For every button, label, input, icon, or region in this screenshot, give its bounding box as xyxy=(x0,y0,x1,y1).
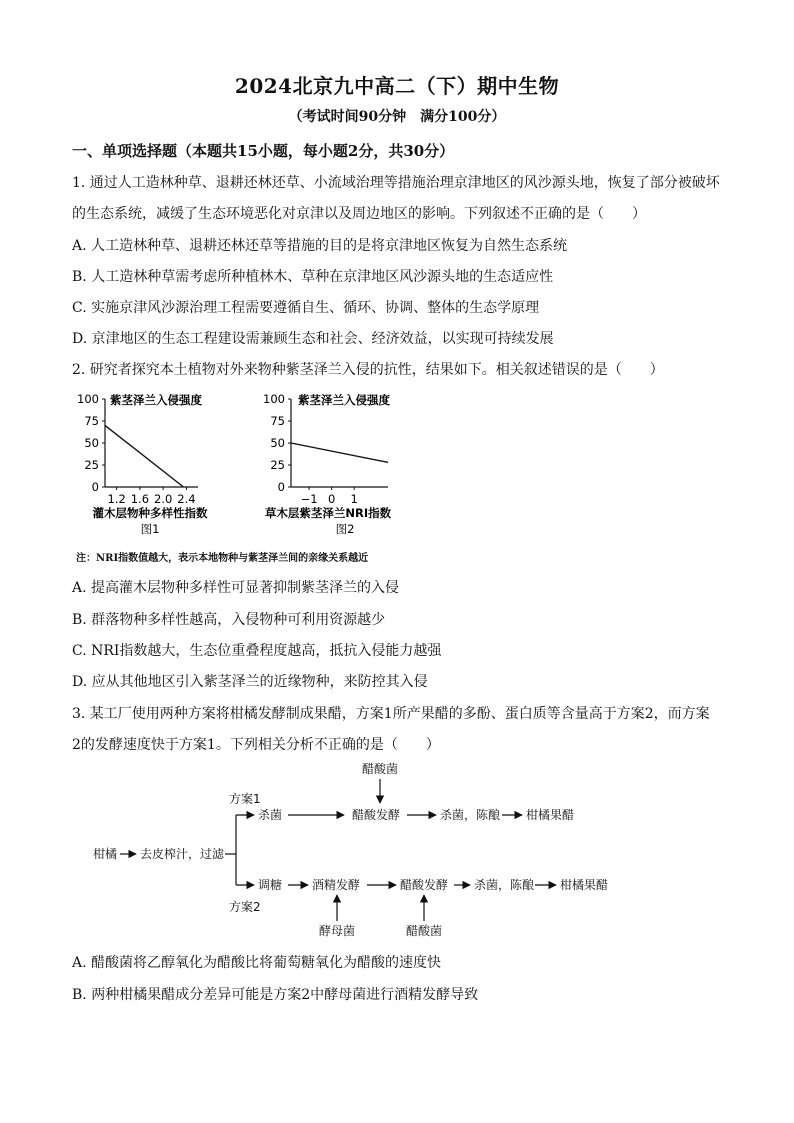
q1-option-c: C. 实施京津风沙源治理工程需要遵循自生、循环、协调、整体的生态学原理 xyxy=(72,300,540,316)
chart2-xtick-label-2: 1 xyxy=(350,492,358,506)
chart2-ytick-label-4: 100 xyxy=(263,392,285,406)
p1-product: 柑橘果醋 xyxy=(526,808,575,822)
chart2-ytick-label-2: 50 xyxy=(270,436,285,450)
chart1-xtick-label-2: 2.0 xyxy=(153,492,173,506)
q2-option-a: A. 提高灌木层物种多样性可显著抑制紫茎泽兰的入侵 xyxy=(72,580,400,596)
page-title: 2024北京九中高二（下）期中生物 xyxy=(234,74,560,98)
p2-acetic-fermentation: 醋酸发酵 xyxy=(400,878,449,892)
q3-stem-line1: 3. 某工厂使用两种方案将柑橘发酵制成果醋，方案1所产果醋的多酚、蛋白质等含量高于方案2，而方案 xyxy=(72,706,710,722)
chart1-xtick-label-1: 1.6 xyxy=(130,492,150,506)
chart2-caption: 图2 xyxy=(335,522,355,536)
plan2-label: 方案2 xyxy=(229,900,261,914)
chart2-ytick-label-1: 25 xyxy=(270,458,285,472)
section-heading: 一、单项选择题（本题共15小题，每小题2分，共30分） xyxy=(72,142,455,160)
chart2-y-ticks xyxy=(263,392,291,494)
chart2-ytick-label-3: 75 xyxy=(270,414,285,428)
q2-option-d: D. 应从其他地区引入紫茎泽兰的近缘物种，来防控其入侵 xyxy=(72,674,428,690)
p1-aging: 杀菌，陈酿 xyxy=(440,808,501,822)
step-juice: 去皮榨汁，过滤 xyxy=(140,847,225,861)
p1-sterilize: 杀菌 xyxy=(258,808,283,822)
chart1-x-ticks xyxy=(107,487,195,506)
q1-stem-line2: 的生态系统，减缓了生态环境恶化对京津以及周边地区的影响。下列叙述不正确的是（ ） xyxy=(72,206,646,222)
q3-flow-diagram xyxy=(0,755,794,945)
p2-product: 柑橘果醋 xyxy=(560,878,609,892)
chart2-series-line xyxy=(291,443,388,462)
q3-stem-line2: 2的发酵速度快于方案1。下列相关分析不正确的是（ ） xyxy=(72,737,440,753)
q1-option-b: B. 人工造林种草需考虑所种植林木、草种在京津地区风沙源头地的生态适应性 xyxy=(72,269,554,285)
chart1-ytick-label-3: 75 xyxy=(84,414,99,428)
chart1-ytick-label-4: 100 xyxy=(77,392,99,406)
chart1-ytick-label-0: 0 xyxy=(91,480,99,494)
q2-option-c: C. NRI指数越大，生态位重叠程度越高，抵抗入侵能力越强 xyxy=(72,643,442,659)
chart1-series-line xyxy=(105,425,183,487)
q2-note: 注：NRI指数值越大，表示本地物种与紫茎泽兰间的亲缘关系越近 xyxy=(76,553,369,564)
chart1-ytick-label-1: 25 xyxy=(84,458,99,472)
q3-option-a: A. 醋酸菌将乙醇氧化为醋酸比将葡萄糖氧化为醋酸的速度快 xyxy=(72,955,442,971)
p1-acetic-fermentation: 醋酸发酵 xyxy=(352,808,401,822)
chart2-x-label: 草木层紫茎泽兰NRI指数 xyxy=(264,506,392,520)
q1-option-d: D. 京津地区的生态工程建设需兼顾生态和社会、经济效益，以实现可持续发展 xyxy=(72,331,554,347)
plan1-label: 方案1 xyxy=(229,792,261,806)
q2-option-b: B. 群落物种多样性越高，入侵物种可利用资源越少 xyxy=(72,612,386,628)
chart1-caption: 图1 xyxy=(140,522,160,536)
chart1-xtick-label-0: 1.2 xyxy=(107,492,126,506)
chart1-title: 紫茎泽兰入侵强度 xyxy=(110,393,202,407)
q1-stem-line1: 1. 通过人工造林种草、退耕还林还草、小流域治理等措施治理京津地区的风沙源头地，恢复了部分被破坏 xyxy=(72,175,720,191)
chart2-xtick-label-1: 0 xyxy=(327,492,336,506)
p2-alcohol-fermentation: 酒精发酵 xyxy=(312,878,361,892)
chart1-xtick-label-3: 2.4 xyxy=(177,492,196,506)
chart2-ytick-label-0: 0 xyxy=(277,480,285,494)
p1-acetobacter-label: 醋酸菌 xyxy=(361,762,399,776)
q2-stem: 2. 研究者探究本土植物对外来物种紫茎泽兰入侵的抗性，结果如下。相关叙述错误的是（ ） xyxy=(72,362,664,378)
start-citrus: 柑橘 xyxy=(93,847,118,861)
p2-acetobacter-label: 醋酸菌 xyxy=(405,924,443,938)
chart-figure-1 xyxy=(77,392,208,536)
q1-option-a: A. 人工造林种草、退耕还林还草等措施的目的是将京津地区恢复为自然生态系统 xyxy=(72,238,568,254)
exam-info: （考试时间90分钟 满分100分） xyxy=(288,109,506,125)
p2-yeast-label: 酵母菌 xyxy=(318,924,356,938)
p2-adjust-sugar: 调糖 xyxy=(258,878,283,892)
chart1-x-label: 灌木层物种多样性指数 xyxy=(92,506,208,520)
chart1-y-ticks xyxy=(77,392,105,494)
chart1-ytick-label-2: 50 xyxy=(84,436,99,450)
q3-option-b: B. 两种柑橘果醋成分差异可能是方案2中酵母菌进行酒精发酵导致 xyxy=(72,987,479,1003)
q2-charts xyxy=(70,385,410,545)
chart2-title: 紫茎泽兰入侵强度 xyxy=(298,393,390,407)
p2-aging: 杀菌，陈酿 xyxy=(474,878,535,892)
chart2-xtick-label-0: −1 xyxy=(300,492,318,506)
chart2-x-ticks xyxy=(301,487,358,506)
chart-figure-2 xyxy=(263,392,392,536)
